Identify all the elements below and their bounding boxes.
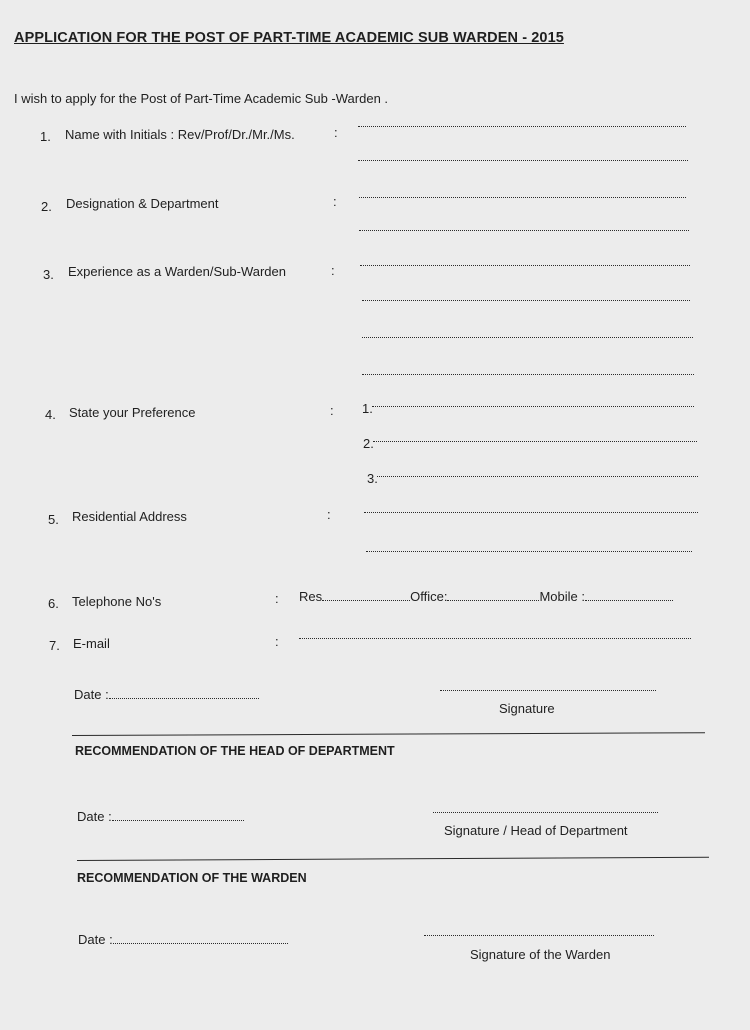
colon: : — [330, 403, 334, 418]
item-number: 5. — [48, 512, 59, 527]
hod-date-label: Date : — [77, 809, 112, 824]
colon: : — [275, 591, 279, 606]
item-number: 1. — [40, 129, 51, 144]
preference-3-number: 3. — [367, 471, 378, 486]
hod-recommendation-heading: RECOMMENDATION OF THE HEAD OF DEPARTMENT — [75, 744, 395, 758]
preference-1-line[interactable] — [372, 406, 694, 407]
warden-date-label: Date : — [78, 932, 113, 947]
item-number: 7. — [49, 638, 60, 653]
warden-date — [78, 932, 288, 947]
preference-3-line[interactable] — [377, 476, 698, 477]
experience-label: Experience as a Warden/Sub-Warden — [68, 264, 286, 279]
designation-line-1[interactable] — [359, 197, 686, 198]
applicant-date — [74, 687, 259, 702]
designation-line-2[interactable] — [359, 230, 689, 231]
item-number: 6. — [48, 596, 59, 611]
warden-recommendation-heading: RECOMMENDATION OF THE WARDEN — [77, 871, 307, 885]
colon: : — [331, 263, 335, 278]
mobile-line[interactable] — [585, 600, 673, 601]
form-title: APPLICATION FOR THE POST OF PART-TIME ACADEMIC SUB WARDEN - 2015 — [14, 30, 564, 46]
experience-line-2[interactable] — [362, 300, 690, 301]
colon: : — [334, 125, 338, 140]
warden-signature-line[interactable] — [424, 935, 654, 936]
preference-1-number: 1. — [362, 401, 373, 416]
colon: : — [327, 507, 331, 522]
address-label: Residential Address — [72, 509, 187, 524]
preference-label: State your Preference — [69, 405, 196, 420]
colon: : — [333, 194, 337, 209]
preference-2-line[interactable] — [373, 441, 697, 442]
item-number: 2. — [41, 199, 52, 214]
intro-text: I wish to apply for the Post of Part-Time Academic Sub -Warden . — [14, 91, 389, 106]
name-line-2[interactable] — [358, 160, 688, 161]
telephone-row — [299, 589, 673, 604]
experience-line-3[interactable] — [362, 337, 693, 338]
warden-date-line[interactable] — [113, 943, 288, 944]
hod-date-line[interactable] — [112, 820, 244, 821]
applicant-signature-label: Signature — [499, 701, 555, 716]
experience-line-4[interactable] — [362, 374, 694, 375]
applicant-date-line[interactable] — [109, 698, 259, 699]
res-line[interactable] — [322, 600, 410, 601]
hod-signature-label: Signature / Head of Department — [444, 823, 628, 838]
experience-line-1[interactable] — [360, 265, 690, 266]
address-line-1[interactable] — [364, 512, 698, 513]
applicant-signature-line[interactable] — [440, 690, 656, 691]
section-divider — [72, 732, 705, 736]
item-number: 4. — [45, 407, 56, 422]
email-line[interactable] — [299, 638, 691, 639]
office-label: Office: — [410, 589, 448, 604]
item-number: 3. — [43, 267, 54, 282]
address-line-2[interactable] — [366, 551, 692, 552]
colon: : — [275, 634, 279, 649]
name-line-1[interactable] — [358, 126, 686, 127]
warden-signature-label: Signature of the Warden — [470, 947, 611, 962]
preference-2-number: 2. — [363, 436, 374, 451]
name-label: Name with Initials : Rev/Prof/Dr./Mr./Ms. — [65, 127, 295, 142]
mobile-label: Mobile : — [539, 589, 585, 604]
telephone-label: Telephone No's — [72, 594, 162, 609]
hod-signature-line[interactable] — [433, 812, 658, 813]
applicant-date-label: Date : — [74, 687, 109, 702]
email-label: E-mail — [73, 636, 110, 651]
designation-label: Designation & Department — [66, 196, 219, 211]
office-line[interactable] — [447, 600, 539, 601]
section-divider — [77, 857, 709, 861]
res-label: Res — [299, 589, 323, 604]
hod-date — [77, 809, 244, 824]
